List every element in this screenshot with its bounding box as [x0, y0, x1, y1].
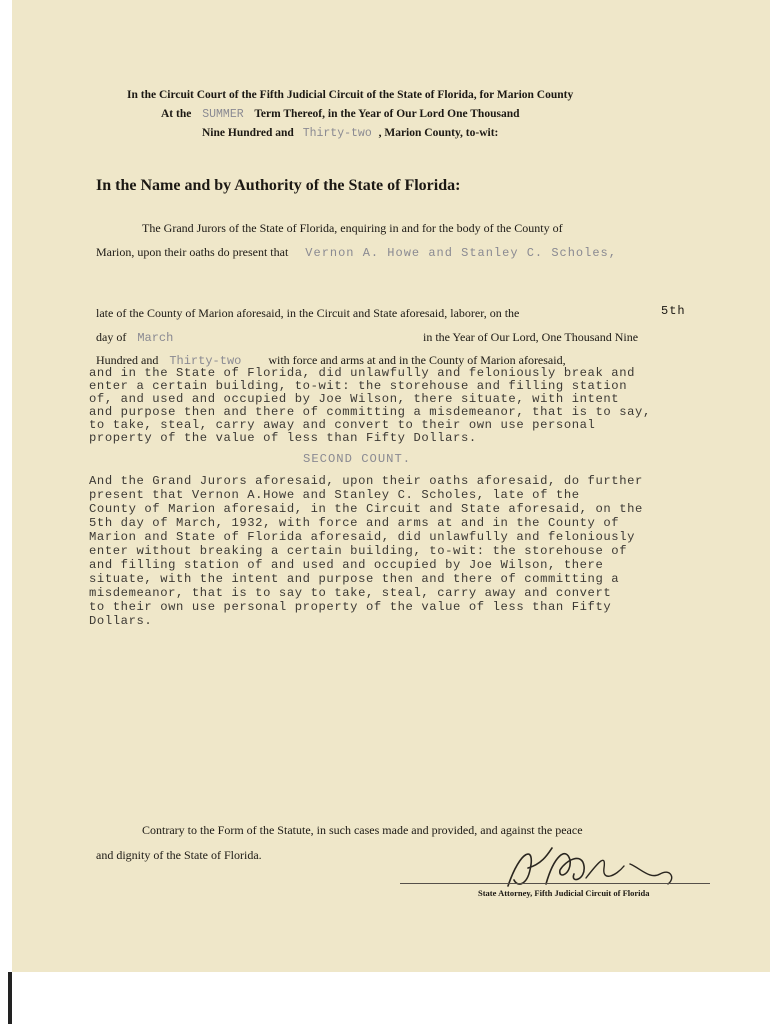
- first-count-line: and purpose then and there of committing a misdemeanor, that is to say,: [89, 405, 651, 419]
- court-heading-line2: [161, 108, 520, 121]
- signature-caption: State Attorney, Fifth Judicial Circuit of Florida: [478, 888, 650, 898]
- heading-text: At the: [161, 108, 192, 120]
- heading-text: , Marion County, to-wit:: [378, 127, 499, 139]
- second-count-line: Marion and State of Florida aforesaid, did unlawfully and feloniously: [89, 530, 636, 544]
- residence-text: with force and arms at and in the County of Marion aforesaid,: [268, 353, 566, 367]
- second-count-line: 5th day of March, 1932, with force and arms at and in the County of: [89, 516, 620, 530]
- year-field: Thirty-two: [302, 127, 372, 140]
- first-count-line: to take, steal, carry away and convert to their own use personal: [89, 418, 596, 432]
- term-field: SUMMER: [202, 108, 244, 121]
- intro-line1: The Grand Jurors of the State of Florida, enquiring in and for the body of the County of: [142, 221, 563, 235]
- month-field: March: [137, 331, 174, 345]
- second-count-line: present that Vernon A.Howe and Stanley C. Scholes, late of the: [89, 488, 580, 502]
- second-count-line: County of Marion aforesaid, in the Circuit and State aforesaid, on the: [89, 502, 643, 516]
- residence-text: Hundred and: [96, 353, 159, 367]
- court-heading-line3: [202, 127, 498, 140]
- residence-line2-year: in the Year of Our Lord, One Thousand Nine: [423, 330, 639, 344]
- day-label: day of: [96, 330, 127, 344]
- second-count-line: situate, with the intent and purpose then and there of committing a: [89, 572, 620, 586]
- residence-line1: late of the County of Marion aforesaid, in the Circuit and State aforesaid, laborer, on the: [96, 306, 520, 320]
- first-count-line: property of the value of less than Fifty Dollars.: [89, 431, 477, 445]
- second-count-line: And the Grand Jurors aforesaid, upon their oaths aforesaid, do further: [89, 474, 643, 488]
- defendants-field: Vernon A. Howe and Stanley C. Scholes,: [305, 246, 617, 260]
- closing-line2: and dignity of the State of Florida.: [96, 848, 262, 862]
- second-count-line: and filling station of and used and occupied by Joe Wilson, there: [89, 558, 604, 572]
- second-count-line: enter without breaking a certain building, to-wit: the storehouse of: [89, 544, 628, 558]
- court-heading-line1: In the Circuit Court of the Fifth Judicial Circuit of the State of Florida, for Marion County: [127, 89, 574, 101]
- second-count-line: misdemeanor, that is to say to take, steal, carry away and convert: [89, 586, 612, 600]
- first-count-line: enter a certain building, to-wit: the storehouse and filling station: [89, 379, 628, 393]
- handwritten-signature: [500, 840, 700, 895]
- intro-text: Marion, upon their oaths do present that: [96, 245, 289, 259]
- day-field: 5th: [661, 304, 686, 318]
- first-count-line: and in the State of Florida, did unlawfully and feloniously break and: [89, 366, 636, 380]
- first-count-line: of, and used and occupied by Joe Wilson, there situate, with intent: [89, 392, 620, 406]
- page-edge-rule: [8, 972, 12, 1024]
- second-count-line: Dollars.: [89, 614, 153, 628]
- second-count-heading: SECOND COUNT.: [303, 452, 412, 466]
- signature-line: [400, 883, 710, 884]
- heading-text: Term Thereof, in the Year of Our Lord One Thousand: [254, 108, 520, 120]
- residence-line2: [96, 330, 173, 345]
- intro-line2: [96, 245, 617, 260]
- heading-text: Nine Hundred and: [202, 127, 294, 139]
- closing-line1: Contrary to the Form of the Statute, in such cases made and provided, and against the peace: [142, 823, 583, 837]
- authority-heading: In the Name and by Authority of the State of Florida:: [96, 177, 461, 194]
- year-words-field: Thirty-two: [169, 354, 242, 368]
- second-count-line: to their own use personal property of the value of less than Fifty: [89, 600, 612, 614]
